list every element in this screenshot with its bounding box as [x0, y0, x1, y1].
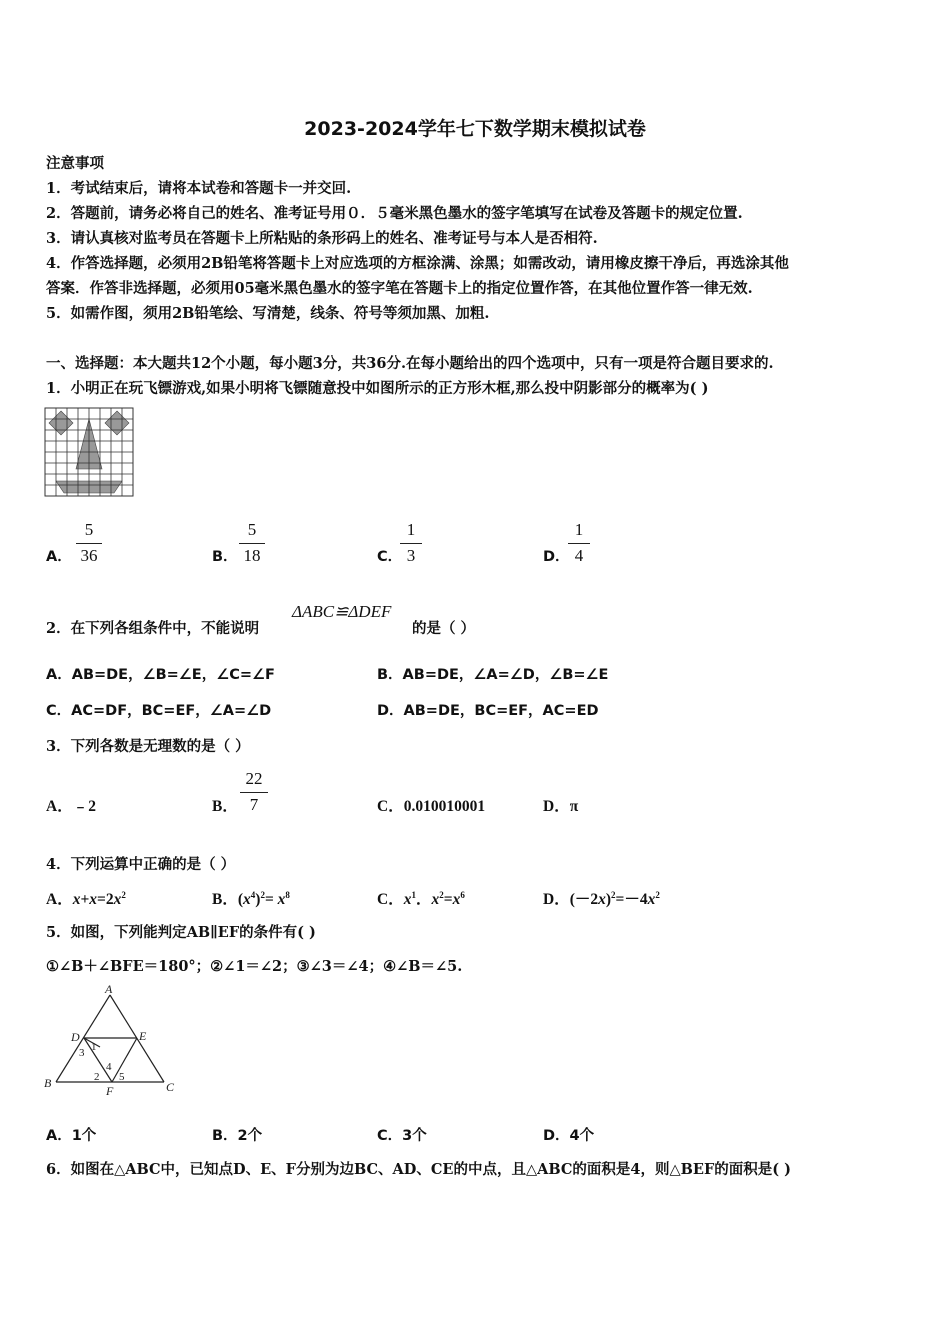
question-2-stem-pre: 2．在下列各组条件中，不能说明	[46, 620, 260, 637]
q1-option-d-label: D．	[543, 549, 570, 565]
angle-4: 4	[106, 1061, 112, 1073]
q4-option-c: C．$x^1$．$x^2=x^6$	[377, 889, 465, 908]
q1-option-c-fraction	[400, 520, 422, 566]
q2-option-d: D．AB=DE，BC=EF，AC=ED	[377, 703, 599, 719]
q5-option-c: C．3个	[377, 1128, 427, 1144]
label-D: D	[71, 1030, 80, 1044]
denominator: 7	[249, 795, 259, 814]
question-1-stem: 1．小明正在玩飞镖游戏,如果小明将飞镖随意投中如图所示的正方形木框,那么投中阴影部分的概率为( )	[46, 380, 709, 397]
angle-1: 1	[91, 1041, 97, 1053]
q1-option-c-label: C．	[377, 549, 403, 565]
q1-option-b-label: B．	[212, 549, 238, 565]
notice-item: 5．如需作图，须用2B铅笔绘、写清楚，线条、符号等须加黑、加粗.	[46, 305, 490, 322]
q4-option-d: D．$(-2x)^2=-4x^2$	[543, 889, 660, 908]
q5-option-d: D．4个	[543, 1128, 595, 1144]
q1-option-a-fraction	[76, 520, 102, 566]
triangle-figure	[40, 983, 185, 1101]
q4-option-b: B．$(x^4)^2= x^8$	[212, 889, 290, 908]
q5-option-a: A．1个	[46, 1128, 97, 1144]
q3-option-b-fraction	[240, 769, 268, 815]
q3-option-c: C．0.010010001	[377, 798, 486, 815]
q3-option-b-label: B．	[212, 798, 238, 815]
notice-item: 3．请认真核对监考员在答题卡上所粘贴的条形码上的姓名、准考证号与本人是否相符.	[46, 230, 598, 247]
numerator: 1	[574, 520, 584, 539]
numerator: 1	[406, 520, 416, 539]
question-5-conditions: ①∠B＋∠BFE＝180°；②∠1＝∠2；③∠3＝∠4；④∠B＝∠5.	[46, 958, 463, 975]
denominator: 18	[243, 546, 261, 565]
notice-item: 1．考试结束后，请将本试卷和答题卡一并交回.	[46, 180, 352, 197]
q5-option-b: B．2个	[212, 1128, 263, 1144]
q4-option-a: A．$x+x=2x^2$	[46, 889, 126, 908]
q1-option-a-label: A．	[46, 549, 72, 565]
denominator: 4	[574, 546, 584, 565]
q2-option-c: C．AC=DF，BC=EF，∠A=∠D	[46, 703, 272, 719]
q1-option-b-fraction	[239, 520, 265, 566]
q4-option-d-label: D．	[543, 891, 570, 908]
question-4-stem: 4．下列运算中正确的是（ ）	[46, 856, 236, 873]
q3-option-a: A．﹣2	[46, 798, 96, 815]
numerator: 5	[84, 520, 94, 539]
label-E: E	[139, 1029, 147, 1043]
question-5-stem: 5．如图，下列能判定AB∥EF的条件有( )	[46, 924, 316, 941]
q1-option-d-fraction	[568, 520, 590, 566]
page-title: 2023-2024学年七下数学期末模拟试卷	[304, 118, 646, 140]
section-heading: 一、选择题：本大题共12个小题，每小题3分，共36分.在每小题给出的四个选项中，只有一项是符合题目要求的.	[46, 355, 774, 372]
label-F: F	[106, 1084, 114, 1098]
question-2-formula: ΔABC≌ΔDEF	[292, 602, 392, 621]
denominator: 36	[80, 546, 98, 565]
q4-option-b-label: B．	[212, 891, 238, 908]
angle-3: 3	[79, 1047, 85, 1059]
q2-option-a: A．AB=DE，∠B=∠E，∠C=∠F	[46, 667, 275, 683]
q2-option-b: B．AB=DE，∠A=∠D，∠B=∠E	[377, 667, 609, 683]
label-A: A	[105, 983, 113, 996]
q4-option-a-label: A．	[46, 891, 73, 908]
question-2-stem-post: 的是（ ）	[412, 620, 476, 637]
dartboard-grid-figure	[44, 407, 136, 497]
angle-5: 5	[119, 1071, 125, 1083]
label-C: C	[166, 1080, 175, 1094]
notice-item: 答案．作答非选择题，必须用05毫米黑色墨水的签字笔在答题卡上的指定位置作答，在其他位置作答一律无效.	[46, 280, 753, 297]
q3-option-d: D．π	[543, 798, 579, 815]
numerator: 22	[245, 769, 263, 788]
label-B: B	[44, 1076, 52, 1090]
angle-2: 2	[94, 1071, 100, 1083]
notice-heading: 注意事项	[46, 155, 104, 172]
notice-item: 4．作答选择题，必须用2B铅笔将答题卡上对应选项的方框涂满、涂黑；如需改动，请用橡皮擦干净后，再选涂其他	[46, 255, 789, 272]
numerator: 5	[247, 520, 257, 539]
question-3-stem: 3．下列各数是无理数的是（ ）	[46, 738, 250, 755]
question-6-stem: 6．如图在△ABC中，已知点D、E、F分别为边BC、AD、CE的中点，且△ABC的面积是4，则△BEF的面积是( )	[46, 1161, 792, 1178]
notice-item: 2．答题前，请务必将自己的姓名、准考证号用０．５毫米黑色墨水的签字笔填写在试卷及答题卡的规定位置.	[46, 205, 743, 222]
q4-option-c-label: C．	[377, 891, 404, 908]
denominator: 3	[406, 546, 416, 565]
